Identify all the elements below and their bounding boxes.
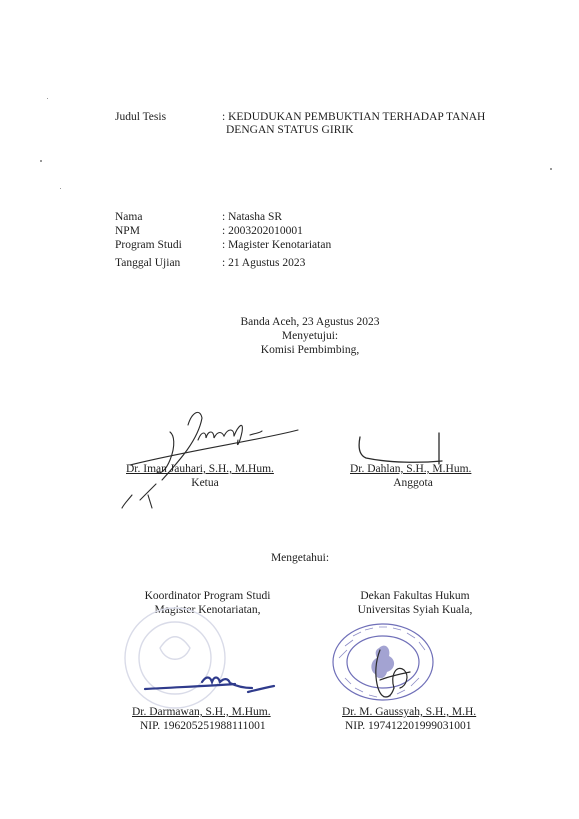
member-name: Dr. Dahlan, S.H., M.Hum.	[350, 463, 472, 475]
scan-speck	[47, 98, 48, 99]
thesis-title-label: Judul Tesis	[115, 111, 167, 123]
committee-label: Komisi Pembimbing,	[260, 344, 360, 356]
acknowledged-label: Mengetahui:	[270, 552, 330, 564]
dean-nip: NIP. 197412201999031001	[345, 720, 472, 732]
coordinator-nip: NIP. 196205251988111001	[140, 720, 266, 732]
field-value-npm: : 2003202010001	[222, 225, 303, 237]
chair-name: Dr. Iman Jauhari, S.H., M.Hum.	[126, 463, 274, 475]
dean-title-2: Universitas Syiah Kuala,	[357, 604, 473, 616]
signature-dean	[360, 640, 440, 710]
dean-name: Dr. M. Gaussyah, S.H., M.H.	[342, 706, 477, 718]
thesis-title-line1: : KEDUDUKAN PEMBUKTIAN TERHADAP TANAH	[222, 111, 486, 123]
dean-title-1: Dekan Fakultas Hukum	[360, 590, 470, 602]
chair-role: Ketua	[191, 477, 219, 489]
scan-speck	[40, 160, 42, 162]
coordinator-name: Dr. Darmawan, S.H., M.Hum.	[132, 706, 271, 718]
field-label-exam-date: Tanggal Ujian	[115, 257, 181, 269]
field-label-name: Nama	[115, 211, 143, 223]
field-value-program: : Magister Kenotariatan	[222, 239, 332, 251]
thesis-title-line2: DENGAN STATUS GIRIK	[226, 124, 354, 136]
coordinator-title-2: Magister Kenotariatan,	[154, 604, 261, 616]
place-date: Banda Aceh, 23 Agustus 2023	[240, 316, 380, 328]
field-value-exam-date: : 21 Agustus 2023	[222, 257, 306, 269]
field-label-program: Program Studi	[115, 239, 182, 251]
signature-coordinator	[140, 670, 290, 710]
scan-speck	[550, 168, 552, 170]
approved-label: Menyetujui:	[281, 330, 339, 342]
signature-member	[350, 425, 500, 485]
member-role: Anggota	[393, 477, 433, 489]
field-value-name: : Natasha SR	[222, 211, 283, 223]
scan-speck	[60, 188, 61, 189]
coordinator-title-1: Koordinator Program Studi	[144, 590, 271, 602]
field-label-npm: NPM	[115, 225, 140, 237]
signature-chair	[110, 400, 310, 520]
